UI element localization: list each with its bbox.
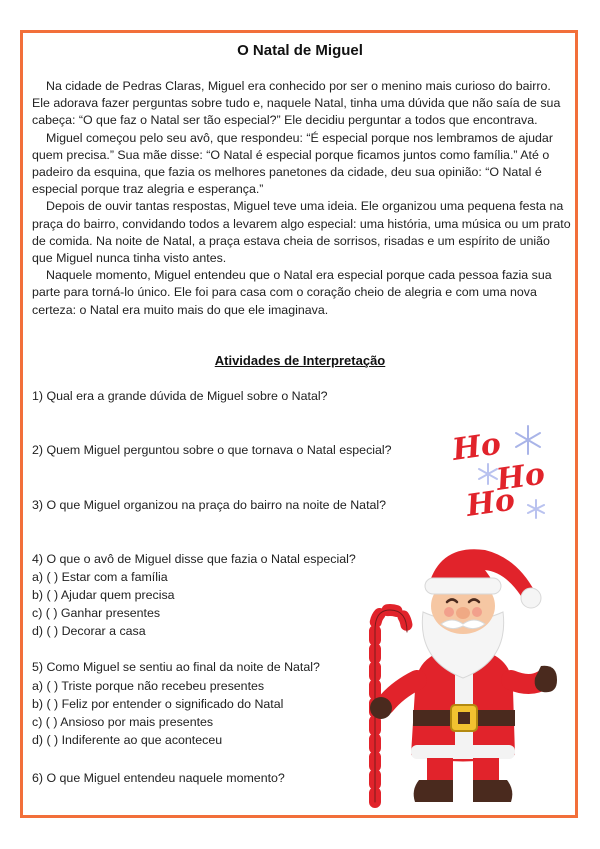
story-paragraph-3: Depois de ouvir tantas respostas, Miguel teve uma ideia. Ele organizou uma pequena festa na praça do bairro, convidando todos a levarem algo especial: uma história, uma música ou um prato de comida. Na noite de Natal, a praça estava cheia de sorrisos, risadas e um espírito de união que Miguel nunca tinha visto antes. [32, 199, 571, 266]
question-5: 5) Como Miguel se sentiu ao final da noite de Natal? [32, 660, 320, 674]
option-5a[interactable]: a) ( ) Triste porque não recebeu presentes [32, 679, 265, 693]
option-4c[interactable]: c) ( ) Ganhar presentes [32, 606, 161, 620]
question-4-options [32, 568, 175, 640]
option-4d[interactable]: d) ( ) Decorar a casa [32, 624, 146, 638]
ho-text-3: Ho [464, 482, 518, 524]
activities-heading: Atividades de Interpretação [214, 353, 386, 368]
story-paragraph-1: Na cidade de Pedras Claras, Miguel era conhecido por ser o menino mais curioso do bairro. Ele adorava fazer perguntas sobre tudo e, naquele Natal, tinha uma dúvida que não saía de sua cabeça: “O que faz o Natal ser tão especial?” Ele decidiu perguntar a todos que encontrava. [32, 79, 561, 128]
santa-boot-right [473, 780, 512, 802]
option-5c[interactable]: c) ( ) Ansioso por mais presentes [32, 715, 214, 729]
option-4b[interactable]: b) ( ) Ajudar quem precisa [32, 588, 175, 602]
question-3: 3) O que Miguel organizou na praça do bairro na noite de Natal? [32, 498, 387, 512]
santa-glove-right [535, 666, 557, 692]
question-6: 6) O que Miguel entendeu naquele momento? [32, 771, 285, 785]
question-4: 4) O que o avô de Miguel disse que fazia o Natal especial? [32, 552, 356, 566]
story-text [32, 78, 572, 319]
question-5-options [32, 677, 283, 749]
story-paragraph-4: Naquele momento, Miguel entendeu que o Natal era especial porque cada pessoa fazia sua parte para torná-lo único. Ele foi para casa com o coração cheio de alegria e com uma nova certeza: o Natal era muito mais do que ele imaginava. [32, 268, 552, 317]
santa-illustration [345, 540, 580, 808]
page-title: O Natal de Miguel [237, 42, 363, 59]
snowflake-icon [528, 500, 544, 518]
option-4a[interactable]: a) ( ) Estar com a família [32, 570, 168, 584]
santa-hat-pompom [521, 588, 541, 608]
option-5b[interactable]: b) ( ) Feliz por entender o significado do Natal [32, 697, 284, 711]
ho-text-2: Ho [494, 456, 548, 498]
hoho-snowflake-decoration [448, 418, 568, 526]
ho-text-1: Ho [450, 426, 504, 468]
option-5d[interactable]: d) ( ) Indiferente ao que aconteceu [32, 733, 223, 747]
story-paragraph-2: Miguel começou pelo seu avô, que respondeu: “É especial porque nos lembramos de ajudar quem precisa.” Sua mãe disse: “O Natal é especial porque ficamos juntos como família.” Até o padeiro da esquina, que fazia os melhores panetones da cidade, deu sua opinião: “O Natal é especial porque traz alegria e esperança.” [32, 130, 553, 197]
santa-glove-left [370, 697, 392, 719]
santa-boot-left [414, 780, 453, 802]
question-2: 2) Quem Miguel perguntou sobre o que tornava o Natal especial? [32, 443, 392, 457]
question-1: 1) Qual era a grande dúvida de Miguel sobre o Natal? [32, 389, 328, 403]
snowflake-icon [516, 426, 540, 454]
